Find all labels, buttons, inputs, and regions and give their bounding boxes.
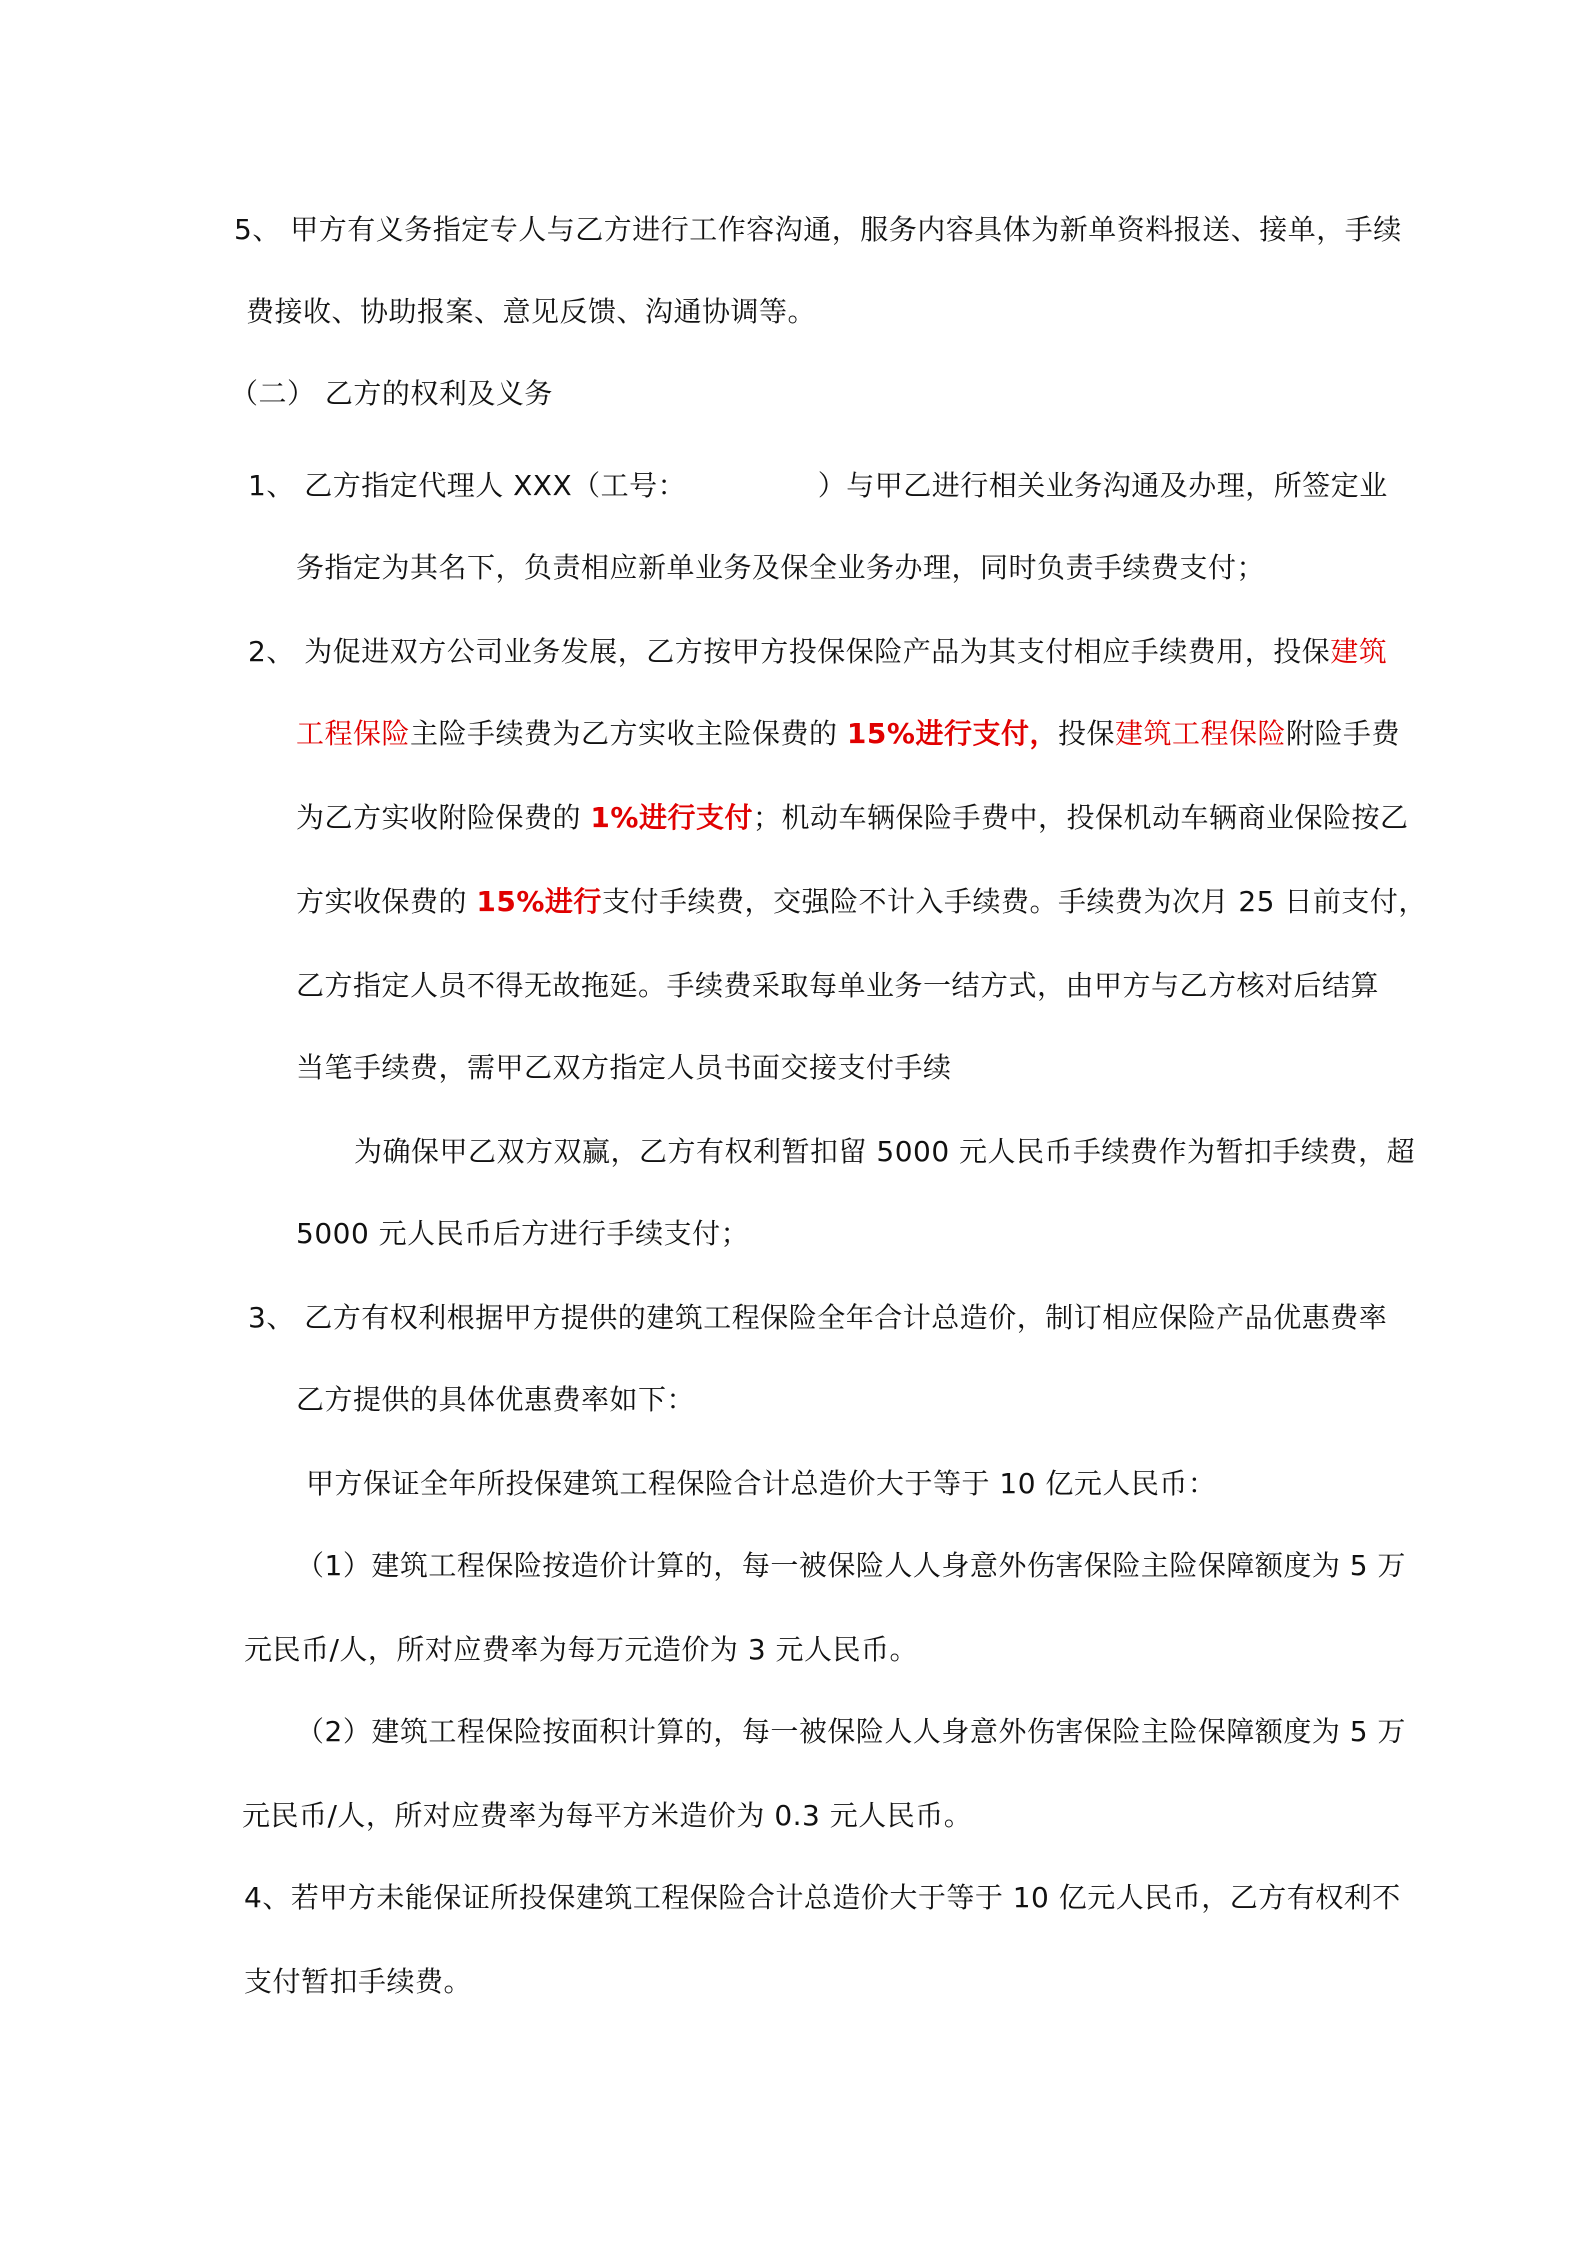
text-run: 3、 乙方有权利根据甲方提供的建筑工程保险全年合计总造价，制订相应保险产品优惠费率 xyxy=(248,1301,1388,1334)
section-heading xyxy=(230,374,553,414)
line-4 xyxy=(248,466,1388,506)
line-16 xyxy=(306,1464,1216,1504)
line-20 xyxy=(242,1796,972,1836)
text-run: 4、若甲方未能保证所投保建筑工程保险合计总造价大于等于 10 亿元人民币，乙方有权利不 xyxy=(244,1881,1401,1914)
line-15 xyxy=(296,1380,695,1420)
line-11 xyxy=(296,1048,952,1088)
line-7 xyxy=(296,714,1400,754)
text-run: 2、 为促进双方公司业务发展，乙方按甲方投保保险产品为其支付相应手续费用，投保 xyxy=(248,635,1331,668)
highlight-text: 工程保险 xyxy=(296,717,411,750)
line-13 xyxy=(296,1214,749,1254)
highlight-text: 建筑工程保险 xyxy=(1114,717,1286,750)
text-run: 支付暂扣手续费。 xyxy=(244,1965,473,1998)
text-run: 乙方指定人员不得无故拖延。手续费采取每单业务一结方式，由甲方与乙方核对后结算 xyxy=(296,969,1380,1002)
line-12 xyxy=(354,1132,1415,1172)
text-run: 方实收保费的 xyxy=(296,885,477,918)
text-run: 投保 xyxy=(1057,717,1115,750)
line-18 xyxy=(244,1630,918,1670)
line-22 xyxy=(244,1962,472,2002)
line-8 xyxy=(296,798,1408,838)
text-run: 主险手续费为乙方实收主险保费的 xyxy=(410,717,847,750)
text-run: 为确保甲乙双方双赢，乙方有权利暂扣留 5000 元人民币手续费作为暂扣手续费，超 xyxy=(354,1135,1416,1168)
text-run: 5000 元人民币后方进行手续支付； xyxy=(296,1217,750,1250)
line-10 xyxy=(296,966,1379,1006)
text-run: 支付手续费，交强险不计入手续费。手续费为次月 25 日前支付， xyxy=(601,885,1427,918)
text-run: ；机动车辆保险手费中，投保机动车辆商业保险按乙 xyxy=(752,801,1409,834)
highlight-text: 15%进行支付， xyxy=(846,717,1058,750)
text-run: 费接收、协助报案、意见反馈、沟通协调等。 xyxy=(246,295,817,328)
line-6 xyxy=(248,632,1387,672)
text-run: 务指定为其名下，负责相应新单业务及保全业务办理，同时负责手续费支付； xyxy=(296,551,1266,584)
text-run: （二） 乙方的权利及义务 xyxy=(230,377,553,410)
text-run: 5、 甲方有义务指定专人与乙方进行工作容沟通，服务内容具体为新单资料报送、接单，手续 xyxy=(234,213,1402,246)
text-run: 甲方保证全年所投保建筑工程保险合计总造价大于等于 10 亿元人民币： xyxy=(306,1467,1217,1500)
text-run: 当笔手续费，需甲乙双方指定人员书面交接支付手续 xyxy=(296,1051,952,1084)
line-14 xyxy=(248,1298,1387,1338)
text-run: 元民币/人，所对应费率为每平方米造价为 0.3 元人民币。 xyxy=(242,1799,973,1832)
text-run: 乙方提供的具体优惠费率如下： xyxy=(296,1383,696,1416)
text-run: 附险手费 xyxy=(1285,717,1400,750)
text-run: （2）建筑工程保险按面积计算的，每一被保险人人身意外伤害保险主险保障额度为 5 万 xyxy=(296,1715,1406,1748)
line-1 xyxy=(234,210,1402,250)
text-run: （1）建筑工程保险按造价计算的，每一被保险人人身意外伤害保险主险保障额度为 5 万 xyxy=(296,1549,1406,1582)
text-run: 1、 乙方指定代理人 XXX（工号： ）与甲乙进行相关业务沟通及办理，所签定业 xyxy=(248,469,1388,502)
line-2 xyxy=(246,292,816,332)
line-9 xyxy=(296,882,1427,922)
text-run: 元民币/人，所对应费率为每万元造价为 3 元人民币。 xyxy=(244,1633,919,1666)
highlight-text: 1%进行支付 xyxy=(590,801,753,834)
line-19 xyxy=(296,1712,1406,1752)
highlight-text: 建筑 xyxy=(1330,635,1388,668)
highlight-text: 15%进行 xyxy=(476,885,602,918)
line-5 xyxy=(296,548,1265,588)
line-21 xyxy=(244,1878,1401,1918)
line-17 xyxy=(296,1546,1406,1586)
text-run: 为乙方实收附险保费的 xyxy=(296,801,591,834)
